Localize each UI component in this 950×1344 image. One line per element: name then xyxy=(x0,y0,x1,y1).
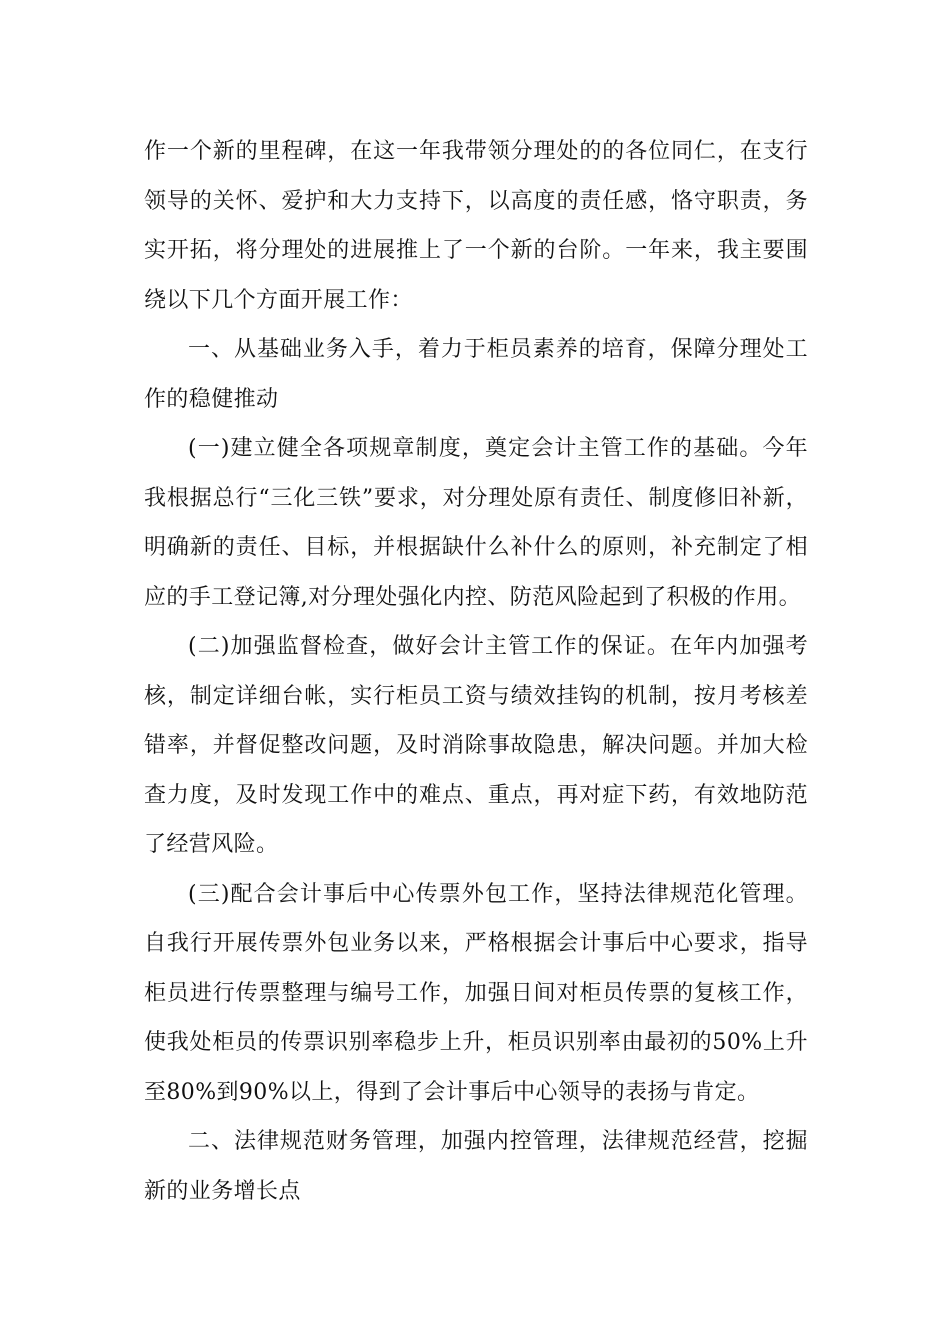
paragraph-item-one: (一)建立健全各项规章制度，奠定会计主管工作的基础。今年我根据总行“三化三铁”要求，对分理处原有责任、制度修旧补新，明确新的责任、目标，并根据缺什么补什么的原则，补充制定了相应的手工登记簿,对分理处强化内控、防范风险起到了积极的作用。 xyxy=(144,436,808,610)
heading-section-two: 二、法律规范财务管理，加强内控管理，法律规范经营，挖掘新的业务增长点 xyxy=(144,1129,808,1204)
paragraph-item-two: (二)加强监督检查，做好会计主管工作的保证。在年内加强考核，制定详细台帐，实行柜员工资与绩效挂钩的机制，按月考核差错率，并督促整改问题，及时消除事故隐患，解决问题。并加大检查力度，及时发现工作中的难点、重点，再对症下药，有效地防范了经营风险。 xyxy=(144,634,808,857)
paragraph-item-three: (三)配合会计事后中心传票外包工作，坚持法律规范化管理。自我行开展传票外包业务以来，严格根据会计事后中心要求，指导柜员进行传票整理与编号工作，加强日间对柜员传票的复核工作，使我处柜员的传票识别率稳步上升，柜员识别率由最初的50%上升至80%到90%以上，得到了会计事后中心领导的表扬与肯定。 xyxy=(144,881,808,1105)
heading-section-one: 一、从基础业务入手，着力于柜员素养的培育，保障分理处工作的稳健推动 xyxy=(144,337,808,412)
document-page xyxy=(144,127,808,1216)
paragraph-intro: 作一个新的里程碑，在这一年我带领分理处的的各位同仁，在支行领导的关怀、爱护和大力支持下，以高度的责任感，恪守职责，务实开拓，将分理处的进展推上了一个新的台阶。一年来，我主要围绕以下几个方面开展工作： xyxy=(144,139,808,313)
